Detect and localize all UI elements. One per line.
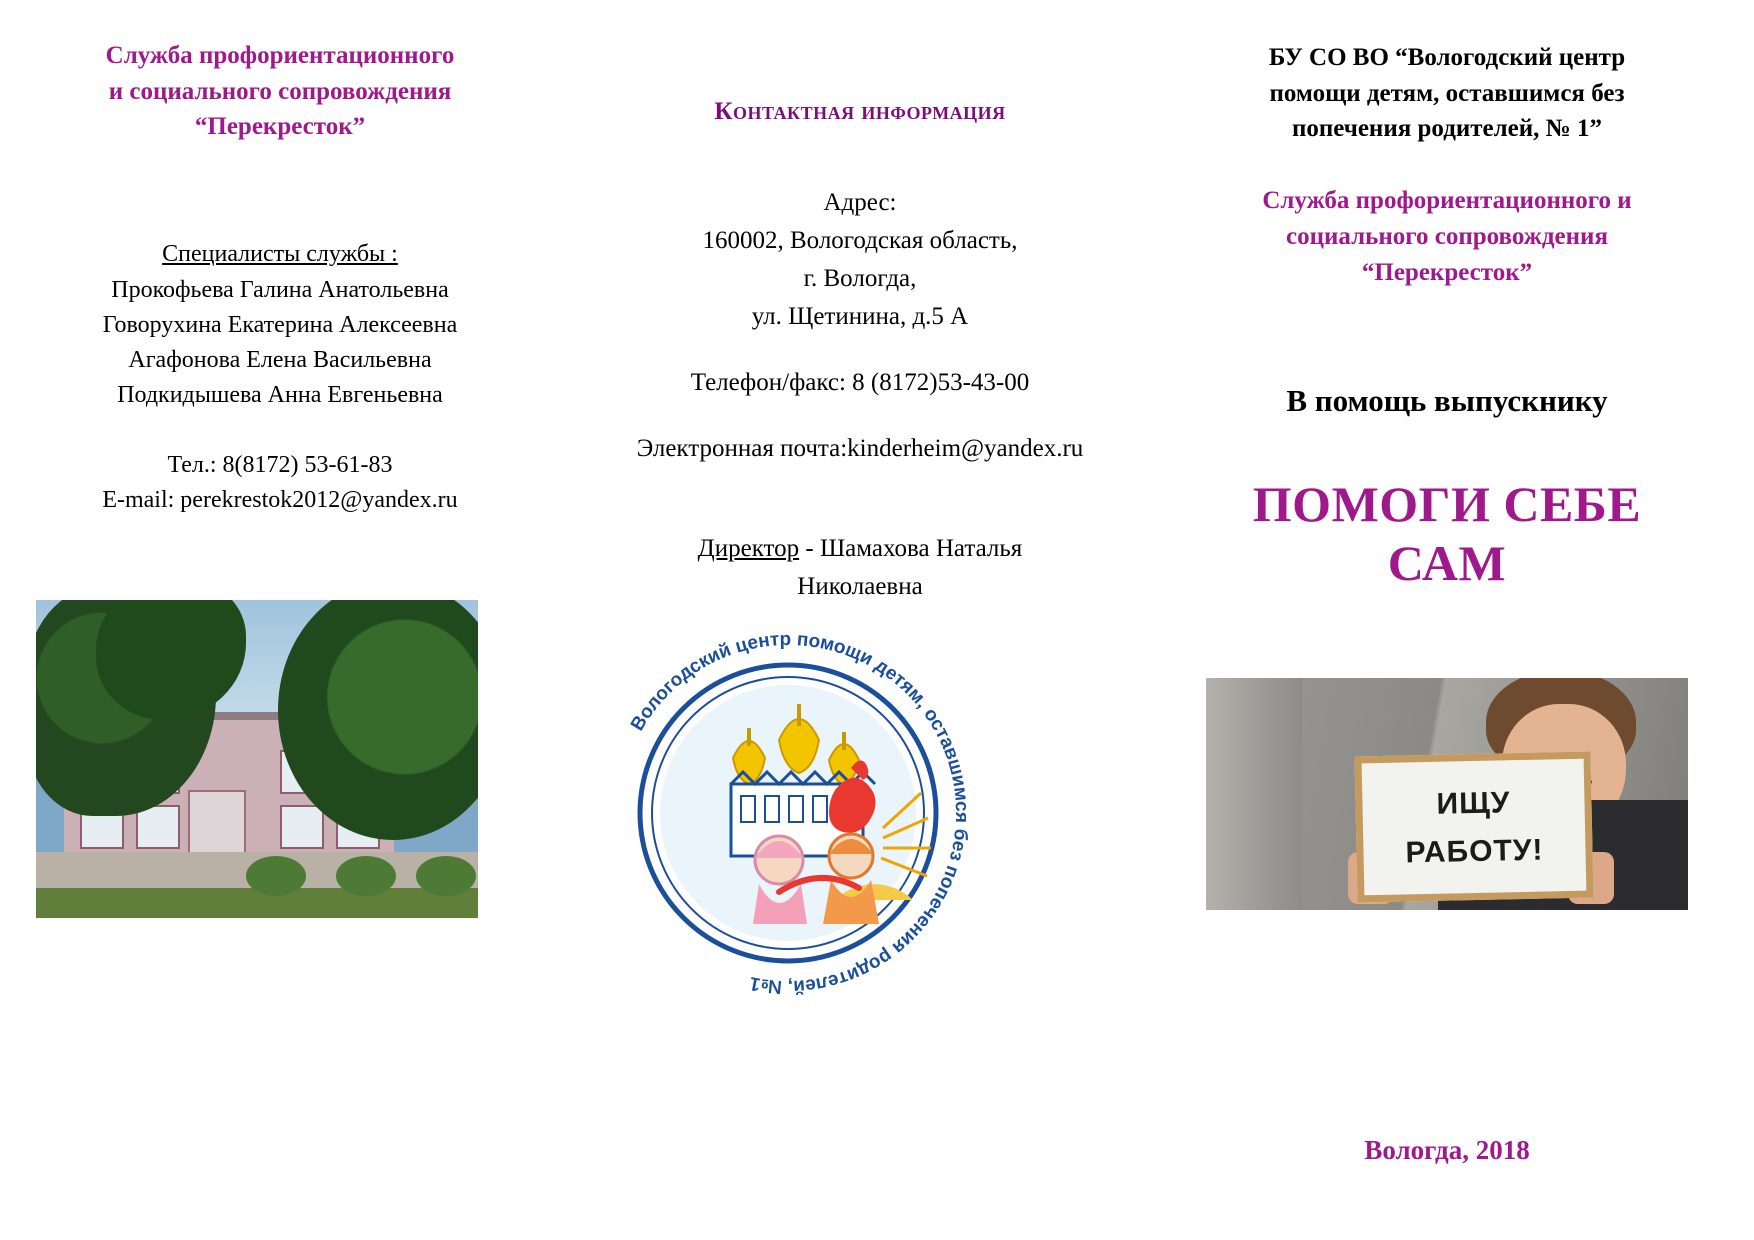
photo-sign — [1354, 752, 1593, 903]
address-line: 160002, Вологодская область, — [702, 227, 1018, 254]
emblem-text: Вологодский центр помощи детям, оставшимся без попечения родителей, №1 — [626, 628, 973, 998]
spacer — [590, 336, 1130, 364]
emblem-svg — [583, 608, 993, 1018]
left-email: E-mail: perekrestok2012@yandex.ru — [102, 487, 458, 514]
service-line-2: социального сопровождения — [1286, 222, 1608, 250]
director-block — [590, 530, 1130, 605]
brochure-subtitle: В помощь выпускнику — [1286, 383, 1608, 419]
right-service-title — [1200, 183, 1694, 292]
org-line-2: помощи детям, оставшимся без — [1269, 79, 1625, 107]
photo-sign-line-1: ИЩУ — [1436, 786, 1511, 821]
left-title-line-2: и социального сопровождения — [108, 77, 452, 105]
service-line-3: “Перекресток” — [1361, 259, 1533, 286]
director-line-1 — [590, 530, 1130, 568]
specialist-name: Подкидышева Анна Евгеньевна — [117, 381, 443, 408]
city-year: Вологда, 2018 — [1364, 1135, 1530, 1165]
phone-fax: Телефон/факс: 8 (8172)53-43-00 — [690, 369, 1030, 396]
left-service-title — [40, 38, 520, 145]
director-name: - Шамахова Наталья — [799, 535, 1023, 562]
photo-column — [1206, 678, 1302, 910]
brochure-main-title — [1200, 475, 1694, 593]
organization-title — [1200, 40, 1694, 147]
service-line-1: Служба профориентационного и — [1262, 186, 1632, 214]
photo-bush — [246, 856, 306, 896]
spacer — [590, 402, 1130, 430]
address-label: Адрес: — [823, 189, 897, 216]
contact-info-heading: Контактная информация — [714, 98, 1006, 125]
specialist-name: Говорухина Екатерина Алексеевна — [102, 312, 458, 339]
photo-bush — [336, 856, 396, 896]
building-photo — [36, 600, 478, 918]
photo-sign-line-2: РАБОТУ! — [1405, 833, 1544, 870]
email-line: Электронная почта:kinderheim@yandex.ru — [636, 435, 1084, 462]
left-title-line-1: Служба профориентационного — [105, 42, 455, 69]
specialists-heading: Специалисты службы : — [162, 240, 398, 267]
photo-bush — [416, 856, 476, 896]
main-title-line-2: САМ — [1387, 535, 1507, 592]
organization-emblem — [583, 608, 993, 1018]
left-title-line-3: “Перекресток” — [194, 113, 366, 140]
org-line-1: БУ СО ВО “Вологодский центр — [1268, 44, 1626, 71]
panel-right — [1160, 0, 1754, 1240]
main-title-line-1: ПОМОГИ СЕБЕ — [1252, 476, 1642, 533]
specialists-block — [40, 237, 520, 413]
address-line: ул. Щетинина, д.5 А — [751, 303, 969, 330]
address-block — [590, 184, 1130, 468]
photo-grass — [36, 888, 478, 918]
director-line-2: Николаевна — [797, 572, 923, 600]
specialist-name: Прокофьева Галина Анатольевна — [111, 277, 449, 304]
left-contacts-block — [40, 448, 520, 518]
job-seeker-photo — [1206, 678, 1688, 910]
specialist-name: Агафонова Елена Васильевна — [128, 346, 432, 373]
left-phone: Тел.: 8(8172) 53-61-83 — [167, 452, 393, 479]
address-line: г. Вологда, — [803, 265, 917, 292]
director-label: Директор — [697, 535, 800, 562]
photo-window — [280, 805, 324, 849]
org-line-3: попечения родителей, № 1” — [1291, 115, 1603, 142]
